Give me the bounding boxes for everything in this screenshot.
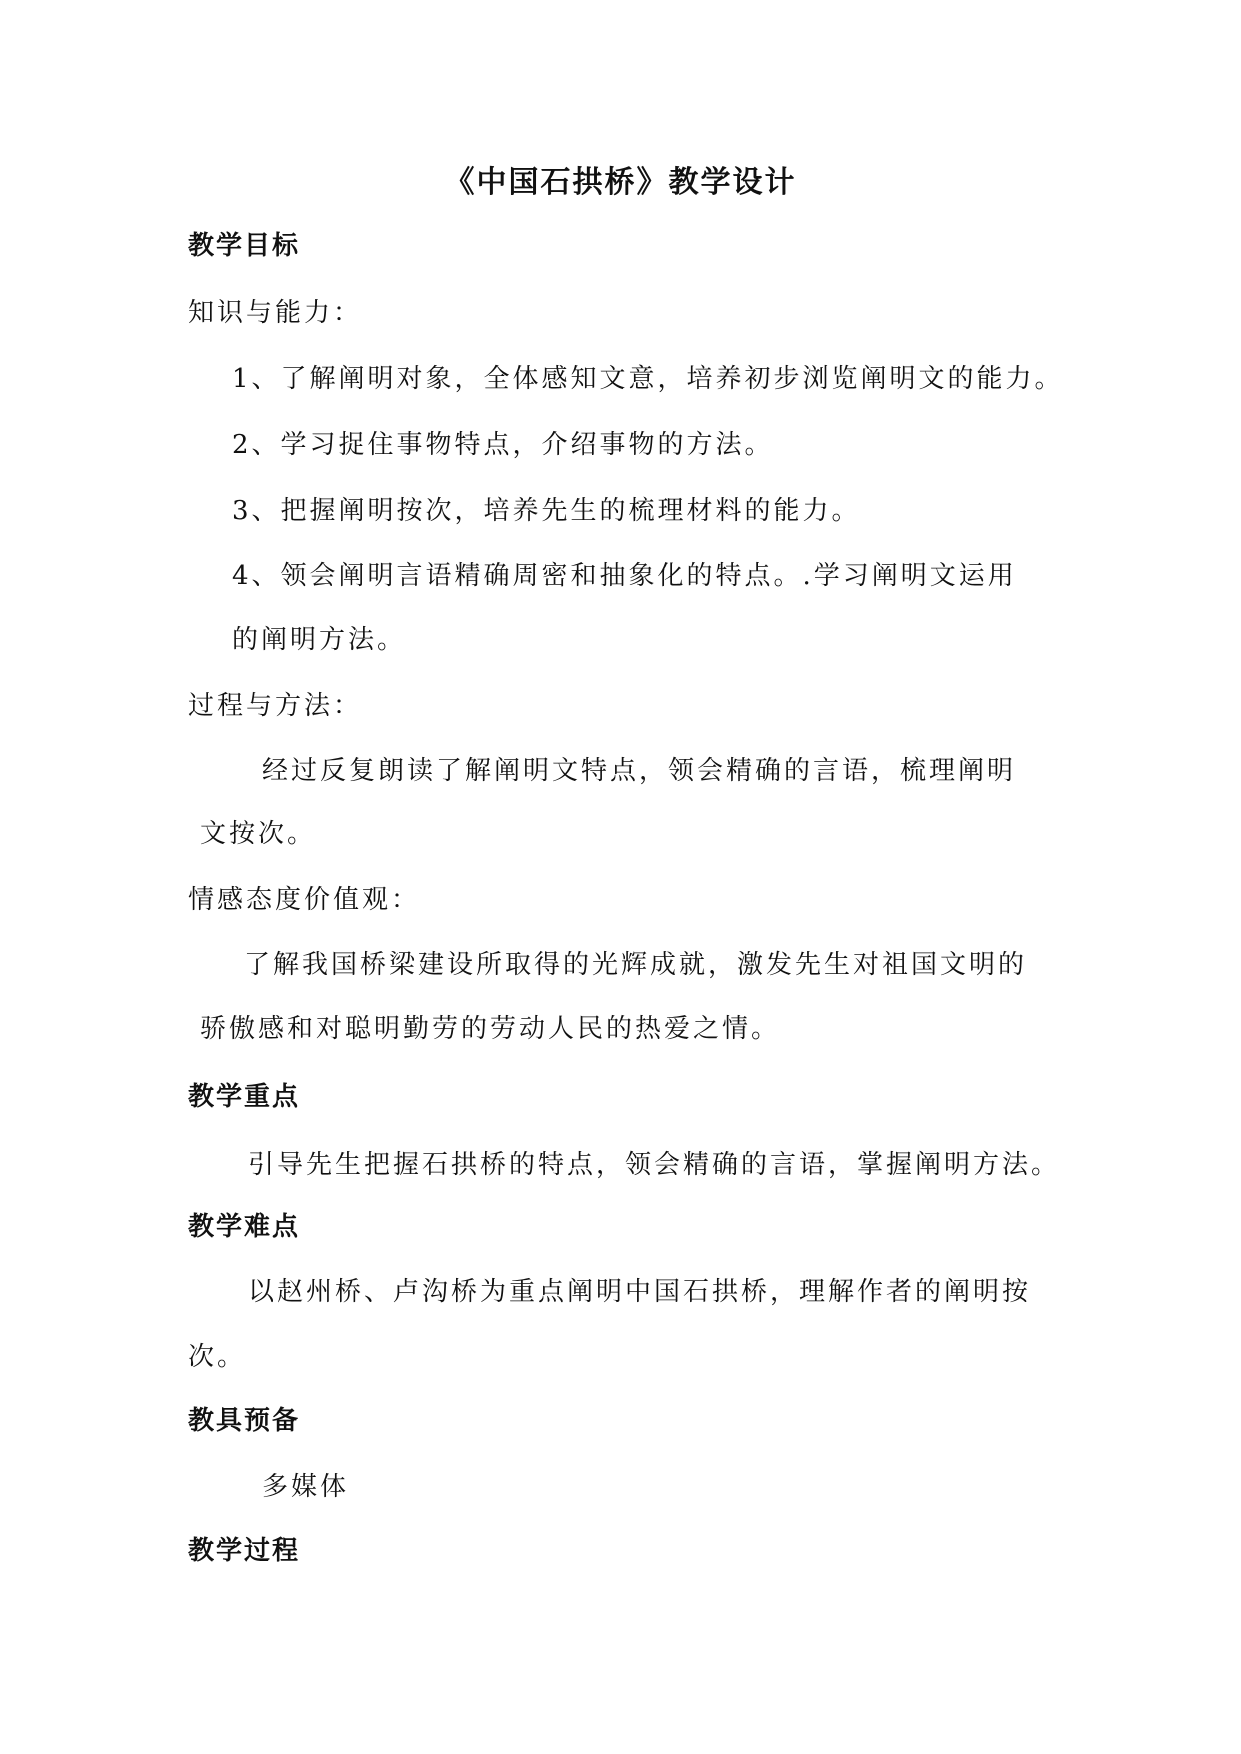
heading-difficulties: 教学难点 — [188, 1212, 301, 1242]
emotion-label: 情感态度价值观： — [188, 885, 421, 915]
knowledge-item-4-cont: 的阐明方法。 — [232, 625, 407, 655]
knowledge-item-1: 1、了解阐明对象，全体感知文意，培养初步浏览阐明文的能力。 — [232, 364, 1064, 394]
emotion-text-1: 了解我国桥梁建设所取得的光辉成就，激发先生对祖国文明的 — [244, 950, 1028, 980]
heading-key-points: 教学重点 — [188, 1082, 301, 1112]
key-points-text: 引导先生把握石拱桥的特点，领会精确的言语，掌握阐明方法。 — [248, 1150, 1061, 1180]
difficulties-text-1: 以赵州桥、卢沟桥为重点阐明中国石拱桥，理解作者的阐明按 — [248, 1277, 1032, 1307]
emotion-text-2: 骄傲感和对聪明勤劳的劳动人民的热爱之情。 — [200, 1014, 781, 1044]
process-method-text-2: 文按次。 — [200, 819, 317, 849]
heading-process: 教学过程 — [188, 1536, 301, 1566]
knowledge-label: 知识与能力： — [188, 298, 363, 328]
knowledge-item-2: 2、学习捉住事物特点，介绍事物的方法。 — [232, 430, 774, 460]
difficulties-text-2: 次。 — [188, 1342, 247, 1372]
heading-materials: 教具预备 — [188, 1406, 301, 1436]
process-method-label: 过程与方法： — [188, 691, 363, 721]
document-title: 《中国石拱桥》教学设计 — [444, 165, 797, 200]
materials-text: 多媒体 — [262, 1472, 350, 1502]
knowledge-item-3: 3、把握阐明按次，培养先生的梳理材料的能力。 — [232, 496, 861, 526]
heading-objectives: 教学目标 — [188, 231, 301, 261]
knowledge-item-4: 4、领会阐明言语精确周密和抽象化的特点。.学习阐明文运用 — [232, 561, 1017, 591]
process-method-text-1: 经过反复朗读了解阐明文特点，领会精确的言语，梳理阐明 — [262, 756, 1017, 786]
